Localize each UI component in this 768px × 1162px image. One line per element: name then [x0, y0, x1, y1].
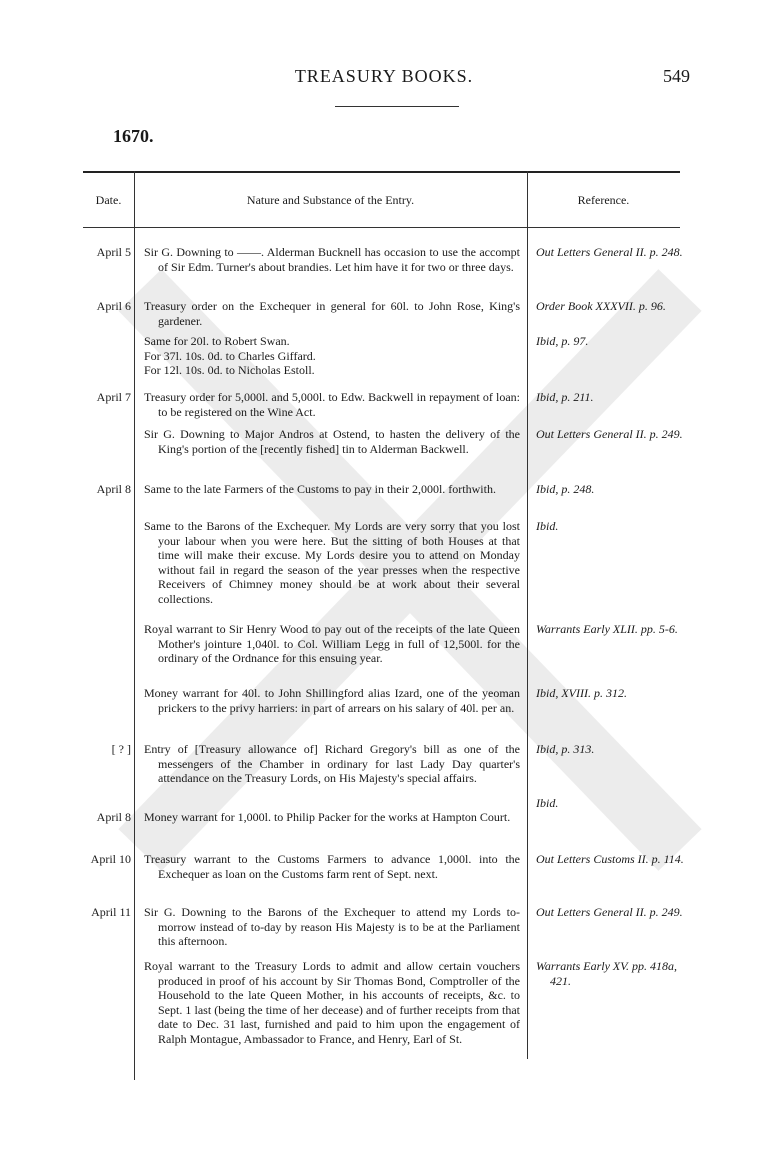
running-title: TREASURY BOOKS.	[294, 66, 474, 86]
entry-text: Same to the Barons of the Exchequer. My Lords are very sorry that you lost your labour when you were here. But the sitting of both Houses at that time will make their excuse. My Lords desire you to attend on Monday without fail in regard the season of the year presses when the respective Receivers of Chimney money should be at work about their several collections.	[144, 519, 520, 606]
entry-text: Treasury order for 5,000l. and 5,000l. to Edw. Backwell in repayment of loan: to be registered on the Wine Act.	[144, 390, 520, 419]
entry-reference: Ibid, XVIII. p. 312.	[536, 686, 627, 700]
column-header-date: Date.	[95, 193, 122, 207]
column-header-nature: Nature and Substance of the Entry.	[246, 193, 415, 207]
entry-text: Royal warrant to the Treasury Lords to admit and allow certain vouchers produced in proof of his account by Sir Thomas Bond, Comptroller of the Household to the late Queen Mother, in his accounts of receipts, &c. to Sept. 1 last (being the time of her decease) and of further receipts from that date to Dec. 31 last, furnished and paid to him upon the engagement of Ralph Montague, Ambassador to France, and Henry, Earl of St.	[144, 959, 520, 1046]
entry-date: April 5	[96, 245, 131, 259]
entry-date: April 8	[96, 482, 131, 496]
entry-reference: Order Book XXXVII. p. 96.	[536, 299, 666, 313]
year-heading: 1670.	[113, 126, 154, 146]
title-rule	[335, 106, 459, 107]
entry-line: For 12l. 10s. 0d. to Nicholas Estoll.	[144, 363, 315, 377]
table-header-rule	[83, 227, 680, 228]
reference-column-rule	[527, 171, 528, 1059]
entry-reference: Ibid, p. 211.	[536, 390, 594, 404]
entry-text: Money warrant for 40l. to John Shillingford alias Izard, one of the yeoman prickers to the privy harriers: in part of arrears on his salary of 40l. per an.	[144, 686, 520, 715]
entry-text	[144, 334, 520, 378]
table-top-rule	[83, 171, 680, 173]
entry-reference: Ibid, p. 97.	[536, 334, 589, 348]
entry-text: Entry of [Treasury allowance of] Richard Gregory's bill as one of the messengers of the Chamber in ordinary for last Lady Day quarter's attendance on the Treasury Lords, on His Majesty's special affairs.	[144, 742, 520, 785]
column-header-reference: Reference.	[577, 193, 630, 207]
entry-date: April 8	[96, 810, 131, 824]
entry-text: Treasury order on the Exchequer in general for 60l. to John Rose, King's gardener.	[144, 299, 520, 328]
entry-date: April 11	[91, 905, 131, 919]
entry-date: April 10	[90, 852, 131, 866]
entry-text: Money warrant for 1,000l. to Philip Packer for the works at Hampton Court.	[144, 810, 511, 824]
entry-line: Same for 20l. to Robert Swan.	[144, 334, 290, 348]
entry-reference: Warrants Early XV. pp. 418a, 421.	[536, 959, 678, 988]
entry-reference: Out Letters General II. p. 249.	[536, 427, 683, 441]
entry-date: April 7	[96, 390, 131, 404]
entry-text: Same to the late Farmers of the Customs to pay in their 2,000l. forthwith.	[144, 482, 496, 496]
entry-reference: Out Letters Customs II. p. 114.	[536, 852, 684, 866]
entry-date: [ ? ]	[111, 742, 131, 756]
entry-text: Treasury warrant to the Customs Farmers to advance 1,000l. into the Exchequer as loan on the Customs farm rent of Sept. next.	[144, 852, 520, 881]
entry-line: For 37l. 10s. 0d. to Charles Giffard.	[144, 348, 316, 363]
entry-text: Sir G. Downing to Major Andros at Ostend, to hasten the delivery of the King's portion of the [recently fished] tin to Alderman Backwell.	[144, 427, 520, 456]
entry-text: Royal warrant to Sir Henry Wood to pay out of the receipts of the late Queen Mother's jointure 1,040l. to Col. William Legg in full of 12,500l. for the ordinary of the Ordnance for this ensuing year.	[144, 622, 520, 665]
date-column-rule	[134, 171, 135, 1080]
entry-reference: Ibid, p. 313.	[536, 742, 595, 756]
entry-reference: Ibid.	[536, 796, 559, 810]
entry-reference: Out Letters General II. p. 249.	[536, 905, 683, 919]
entry-reference: Out Letters General II. p. 248.	[536, 245, 683, 259]
entry-reference: Warrants Early XLII. pp. 5-6.	[536, 622, 678, 636]
entry-text: Sir G. Downing to ——. Alderman Bucknell has occasion to use the accompt of Sir Edm. Turner's about brandies. Let him have it for two or three days.	[144, 245, 520, 274]
entry-date: April 6	[96, 299, 131, 313]
entry-reference: Ibid, p. 248.	[536, 482, 595, 496]
entry-reference: Ibid.	[536, 519, 559, 533]
page-number: 549	[663, 66, 690, 86]
entry-text: Sir G. Downing to the Barons of the Exchequer to attend my Lords to-morrow instead of to-day by reason His Majesty is to be at the Parliament this afternoon.	[144, 905, 520, 948]
